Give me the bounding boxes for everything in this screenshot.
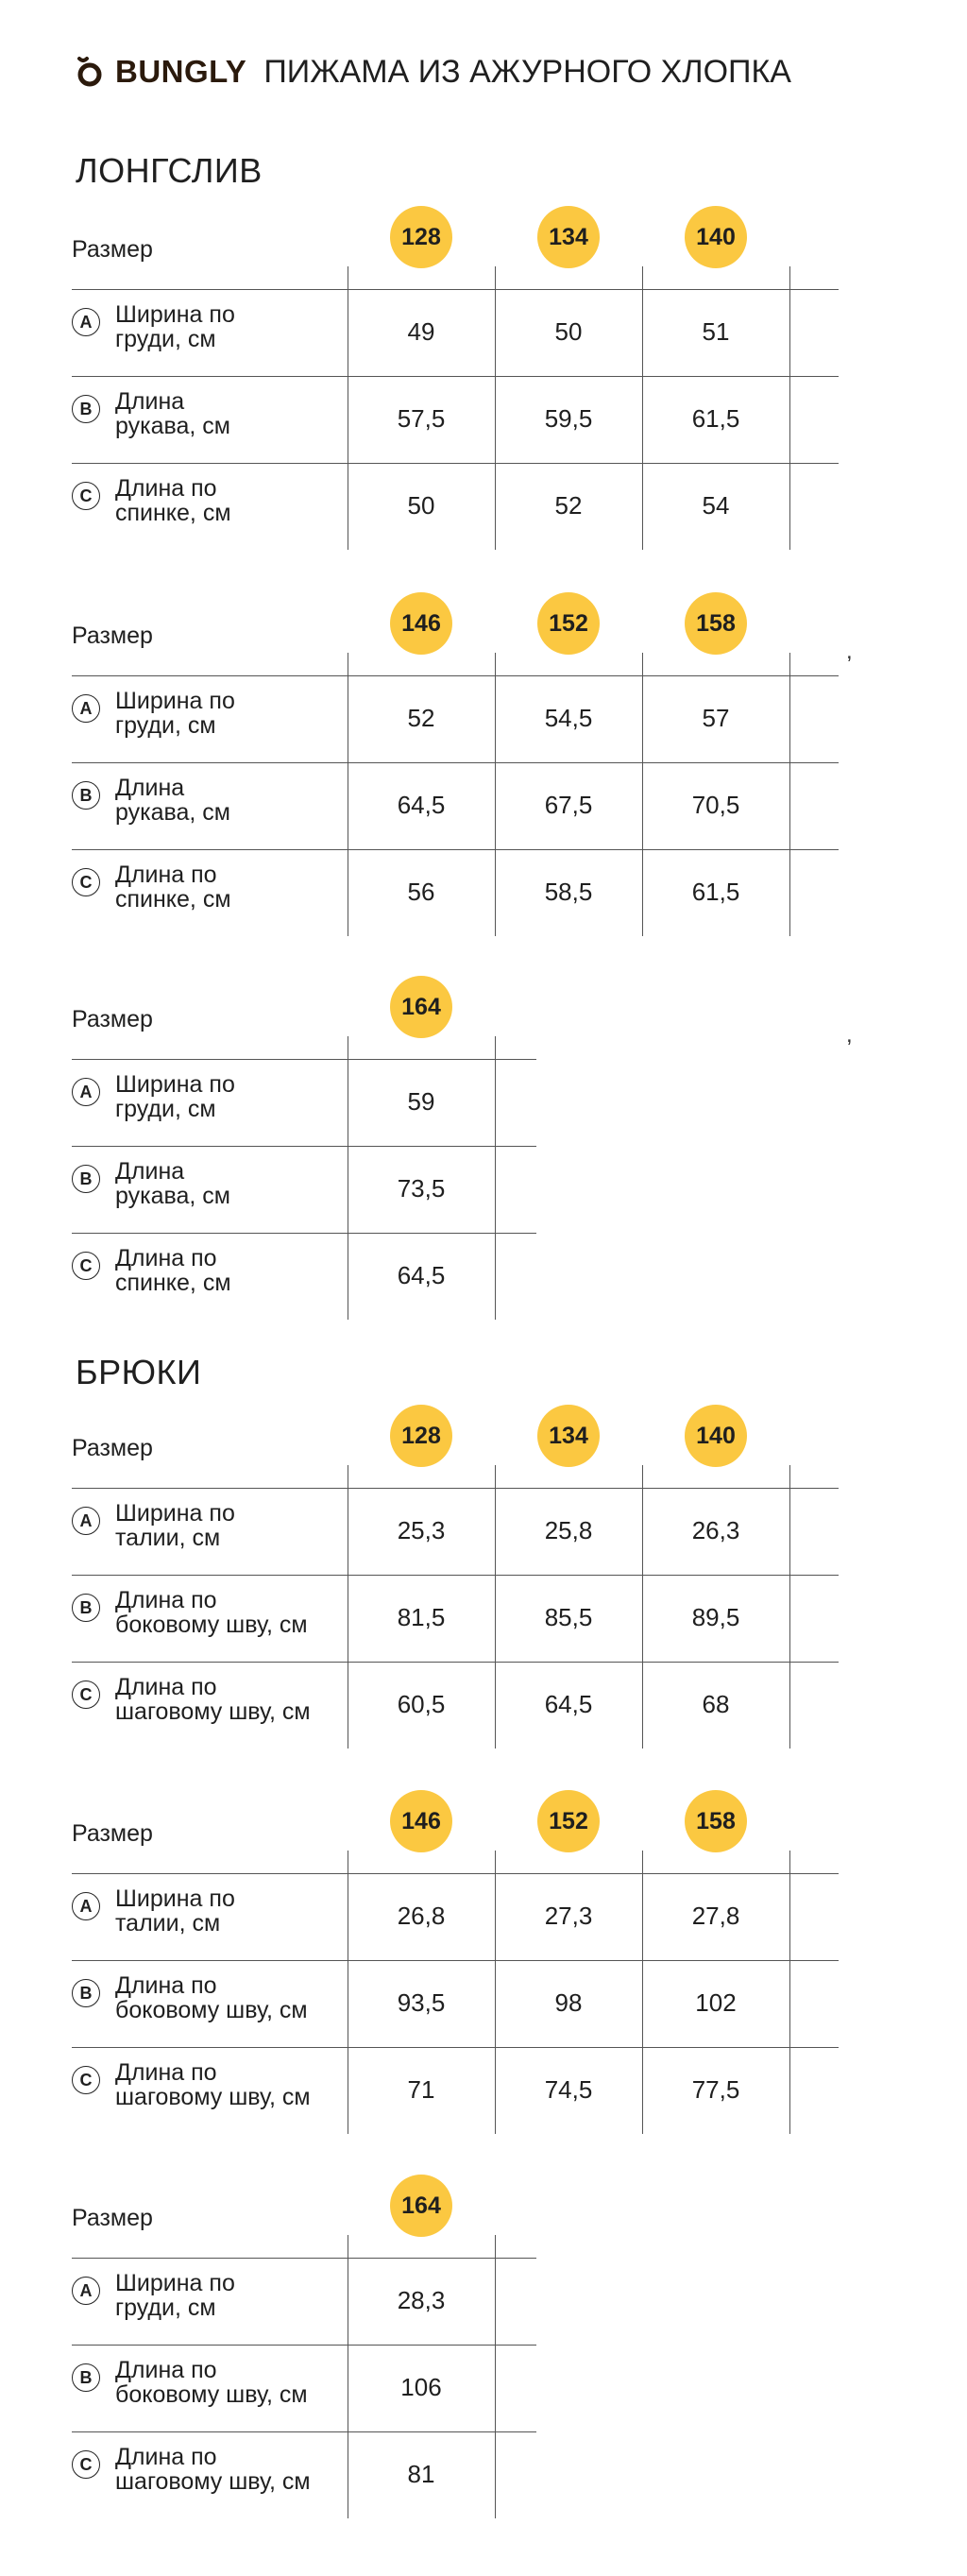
- row-label-line: Ширина по: [115, 1885, 235, 1912]
- row-label-line: шаговому шву, см: [115, 2468, 311, 2495]
- measurement-value: 81: [407, 2460, 435, 2488]
- measurement-value: 102: [695, 1988, 737, 2017]
- size-badge: 140: [685, 206, 747, 268]
- row-divider: [72, 1960, 839, 1961]
- row-divider: [72, 675, 839, 676]
- row-divider: [72, 2258, 536, 2259]
- measurement-value: 58,5: [544, 878, 593, 906]
- row-divider: [72, 849, 839, 850]
- measurement-value: 25,8: [544, 1516, 593, 1544]
- row-marker-c: C: [72, 482, 100, 510]
- size-badge: 164: [390, 2175, 452, 2237]
- measurement-value: 50: [554, 317, 583, 346]
- row-marker-b: B: [72, 781, 100, 810]
- measurement-value: 85,5: [544, 1603, 593, 1631]
- row-label-line: рукава, см: [115, 1183, 230, 1209]
- row-label: [115, 2060, 342, 2109]
- row-label-line: Длина по: [115, 862, 217, 888]
- size-header-label: Размер: [72, 2205, 153, 2231]
- row-label-line: рукава, см: [115, 413, 230, 439]
- row-divider: [72, 1662, 839, 1663]
- row-label: [115, 1588, 342, 1637]
- size-header-label: Размер: [72, 623, 153, 649]
- row-label-line: Длина: [115, 775, 185, 801]
- row-label: [115, 1973, 342, 2022]
- row-divider: [72, 2345, 536, 2346]
- row-label-line: груди, см: [115, 326, 216, 352]
- row-label-line: Длина по: [115, 1972, 217, 1999]
- row-label-line: спинке, см: [115, 886, 231, 913]
- size-badge: 146: [390, 1790, 452, 1852]
- row-divider: [72, 289, 839, 290]
- measurement-value: 51: [702, 317, 730, 346]
- row-label: [115, 389, 342, 438]
- measurement-value: 64,5: [397, 1261, 446, 1289]
- row-label: [115, 476, 342, 525]
- row-marker-b: B: [72, 1594, 100, 1622]
- row-divider: [72, 1873, 839, 1874]
- row-label-line: Длина по: [115, 1587, 217, 1613]
- measurement-value: 26,3: [691, 1516, 740, 1544]
- row-marker-a: A: [72, 694, 100, 723]
- measurement-value: 77,5: [691, 2075, 740, 2104]
- row-label-line: Ширина по: [115, 1500, 235, 1527]
- column-divider: [495, 2235, 496, 2518]
- row-divider: [72, 463, 839, 464]
- row-marker-b: B: [72, 2363, 100, 2392]
- row-label: [115, 302, 342, 351]
- row-divider: [72, 1575, 839, 1576]
- row-label: [115, 1072, 342, 1121]
- measurement-value: 93,5: [397, 1988, 446, 2017]
- measurement-value: 59,5: [544, 404, 593, 433]
- row-label: [115, 689, 342, 738]
- brand-name: BUNGLY: [115, 54, 247, 89]
- measurement-value: 106: [400, 2373, 442, 2401]
- measurement-value: 64,5: [397, 791, 446, 819]
- size-badge: 152: [537, 1790, 600, 1852]
- measurement-value: 98: [554, 1988, 583, 2017]
- row-label-line: груди, см: [115, 2295, 216, 2321]
- measurement-value: 50: [407, 491, 435, 520]
- column-divider: [789, 1465, 790, 1749]
- row-divider: [72, 2431, 536, 2432]
- row-label-line: спинке, см: [115, 1270, 231, 1296]
- bungly-logo-icon: [76, 57, 104, 87]
- measurement-value: 60,5: [397, 1690, 446, 1718]
- row-marker-a: A: [72, 1892, 100, 1920]
- row-label: [115, 1159, 342, 1208]
- measurement-value: 74,5: [544, 2075, 593, 2104]
- row-divider: [72, 762, 839, 763]
- row-label: [115, 2445, 342, 2494]
- row-label-line: талии, см: [115, 1910, 221, 1936]
- size-badge: 128: [390, 206, 452, 268]
- size-header-label: Размер: [72, 236, 153, 263]
- size-badge: 146: [390, 592, 452, 655]
- row-label-line: боковому шву, см: [115, 2381, 308, 2408]
- size-header-label: Размер: [72, 1006, 153, 1032]
- column-divider: [789, 653, 790, 936]
- row-label-line: груди, см: [115, 712, 216, 739]
- row-marker-c: C: [72, 2066, 100, 2094]
- row-label: [115, 862, 342, 912]
- measurement-value: 27,8: [691, 1902, 740, 1930]
- page-header: [76, 49, 791, 94]
- row-label-line: боковому шву, см: [115, 1997, 308, 2023]
- row-divider: [72, 2047, 839, 2048]
- size-header-label: Размер: [72, 1435, 153, 1461]
- row-divider: [72, 1233, 536, 1234]
- row-label-line: Длина по: [115, 475, 217, 502]
- stray-mark: ,: [846, 639, 853, 664]
- row-label: [115, 1246, 342, 1295]
- measurement-value: 59: [407, 1087, 435, 1116]
- row-label-line: боковому шву, см: [115, 1612, 308, 1638]
- column-divider: [789, 266, 790, 550]
- row-marker-b: B: [72, 395, 100, 423]
- measurement-value: 68: [702, 1690, 730, 1718]
- section-title: ЛОНГСЛИВ: [76, 151, 263, 190]
- row-label: [115, 1675, 342, 1724]
- row-label-line: Длина по: [115, 1245, 217, 1271]
- page-title: ПИЖАМА ИЗ АЖУРНОГО ХЛОПКА: [263, 53, 791, 90]
- measurement-value: 28,3: [397, 2286, 446, 2314]
- row-marker-c: C: [72, 868, 100, 896]
- row-label-line: шаговому шву, см: [115, 2084, 311, 2110]
- row-label-line: Ширина по: [115, 1071, 235, 1098]
- size-badge: 152: [537, 592, 600, 655]
- row-label-line: талии, см: [115, 1525, 221, 1551]
- size-badge: 128: [390, 1405, 452, 1467]
- row-label: [115, 776, 342, 825]
- size-badge: 134: [537, 206, 600, 268]
- row-marker-b: B: [72, 1979, 100, 2007]
- measurement-value: 26,8: [397, 1902, 446, 1930]
- row-label-line: Длина по: [115, 2357, 217, 2383]
- row-label-line: рукава, см: [115, 799, 230, 826]
- row-marker-a: A: [72, 308, 100, 336]
- measurement-value: 52: [407, 704, 435, 732]
- row-label-line: Длина: [115, 388, 185, 415]
- row-label-line: Ширина по: [115, 2270, 235, 2296]
- measurement-value: 54,5: [544, 704, 593, 732]
- row-label: [115, 1501, 342, 1550]
- row-label: [115, 1886, 342, 1936]
- row-label-line: Ширина по: [115, 688, 235, 714]
- row-label-line: Длина: [115, 1158, 185, 1185]
- row-label-line: спинке, см: [115, 500, 231, 526]
- row-divider: [72, 1488, 839, 1489]
- measurement-value: 61,5: [691, 404, 740, 433]
- size-badge: 158: [685, 1790, 747, 1852]
- measurement-value: 49: [407, 317, 435, 346]
- row-label-line: шаговому шву, см: [115, 1698, 311, 1725]
- row-marker-a: A: [72, 1078, 100, 1106]
- row-label-line: Длина по: [115, 1674, 217, 1700]
- size-badge: 140: [685, 1405, 747, 1467]
- row-divider: [72, 1146, 536, 1147]
- measurement-value: 25,3: [397, 1516, 446, 1544]
- measurement-value: 57: [702, 704, 730, 732]
- measurement-value: 64,5: [544, 1690, 593, 1718]
- row-divider: [72, 376, 839, 377]
- row-marker-c: C: [72, 1252, 100, 1280]
- size-badge: 134: [537, 1405, 600, 1467]
- measurement-value: 61,5: [691, 878, 740, 906]
- column-divider: [789, 1851, 790, 2134]
- section-title: БРЮКИ: [76, 1353, 202, 1391]
- measurement-value: 71: [407, 2075, 435, 2104]
- measurement-value: 89,5: [691, 1603, 740, 1631]
- size-header-label: Размер: [72, 1820, 153, 1847]
- row-marker-a: A: [72, 2277, 100, 2305]
- measurement-value: 56: [407, 878, 435, 906]
- row-marker-b: B: [72, 1165, 100, 1193]
- row-label-line: груди, см: [115, 1096, 216, 1122]
- measurement-value: 57,5: [397, 404, 446, 433]
- measurement-value: 54: [702, 491, 730, 520]
- measurement-value: 52: [554, 491, 583, 520]
- row-label-line: Длина по: [115, 2444, 217, 2470]
- row-label-line: Длина по: [115, 2059, 217, 2086]
- size-badge: 164: [390, 976, 452, 1038]
- row-marker-c: C: [72, 1680, 100, 1709]
- measurement-value: 67,5: [544, 791, 593, 819]
- measurement-value: 27,3: [544, 1902, 593, 1930]
- row-label: [115, 2271, 342, 2320]
- measurement-value: 73,5: [397, 1174, 446, 1203]
- row-divider: [72, 1059, 536, 1060]
- row-label-line: Ширина по: [115, 301, 235, 328]
- row-marker-a: A: [72, 1507, 100, 1535]
- row-marker-c: C: [72, 2450, 100, 2479]
- row-label: [115, 2358, 342, 2407]
- measurement-value: 70,5: [691, 791, 740, 819]
- stray-mark: ,: [846, 1022, 853, 1048]
- measurement-value: 81,5: [397, 1603, 446, 1631]
- size-badge: 158: [685, 592, 747, 655]
- column-divider: [495, 1036, 496, 1320]
